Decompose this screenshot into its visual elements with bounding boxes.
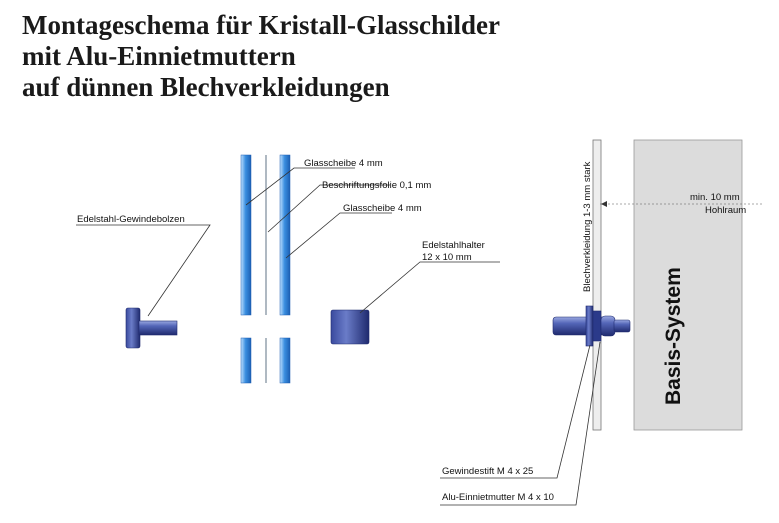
threaded-pin-label: Gewindestift M 4 x 25 xyxy=(442,466,534,477)
glass-pane-2 xyxy=(280,155,290,383)
glass-pane-1-label: Glasscheibe 4 mm xyxy=(304,158,383,169)
holder-label-line1: Edelstahlhalter xyxy=(422,240,485,251)
bolt-label: Edelstahl-Gewindebolzen xyxy=(77,214,185,225)
basis-system-block xyxy=(634,140,742,430)
cavity-arrow-icon xyxy=(601,201,607,207)
leader-rivet-nut xyxy=(440,342,600,505)
leader-threaded-pin xyxy=(440,345,590,478)
steel-holder xyxy=(331,310,369,344)
steel-bolt xyxy=(126,308,177,348)
holder-label-line2: 12 x 10 mm xyxy=(422,252,472,263)
lettering-film-label: Beschriftungsfolie 0,1 mm xyxy=(322,180,432,191)
glass-pane-1 xyxy=(241,155,251,383)
glass-pane-2-label: Glasscheibe 4 mm xyxy=(343,203,422,214)
sheet-metal-panel xyxy=(593,140,601,430)
title-line-3: auf dünnen Blechverkleidungen xyxy=(22,72,390,102)
leader-holder xyxy=(360,262,500,313)
basis-system-label: Basis-System xyxy=(662,267,685,405)
leader-bolt xyxy=(76,225,210,316)
sheet-metal-label: Blechverkleidung 1-3 mm stark xyxy=(582,161,593,292)
cavity-label-line2: Hohlraum xyxy=(705,205,747,216)
assembled-fastener xyxy=(553,306,630,346)
leader-glass-2 xyxy=(286,213,392,258)
cavity-label-line1: min. 10 mm xyxy=(690,192,740,203)
title-line-2: mit Alu-Einnietmuttern xyxy=(22,41,296,71)
title-line-1: Montageschema für Kristall-Glasschilder xyxy=(22,10,500,40)
rivet-nut-label: Alu-Einnietmutter M 4 x 10 xyxy=(442,492,554,503)
